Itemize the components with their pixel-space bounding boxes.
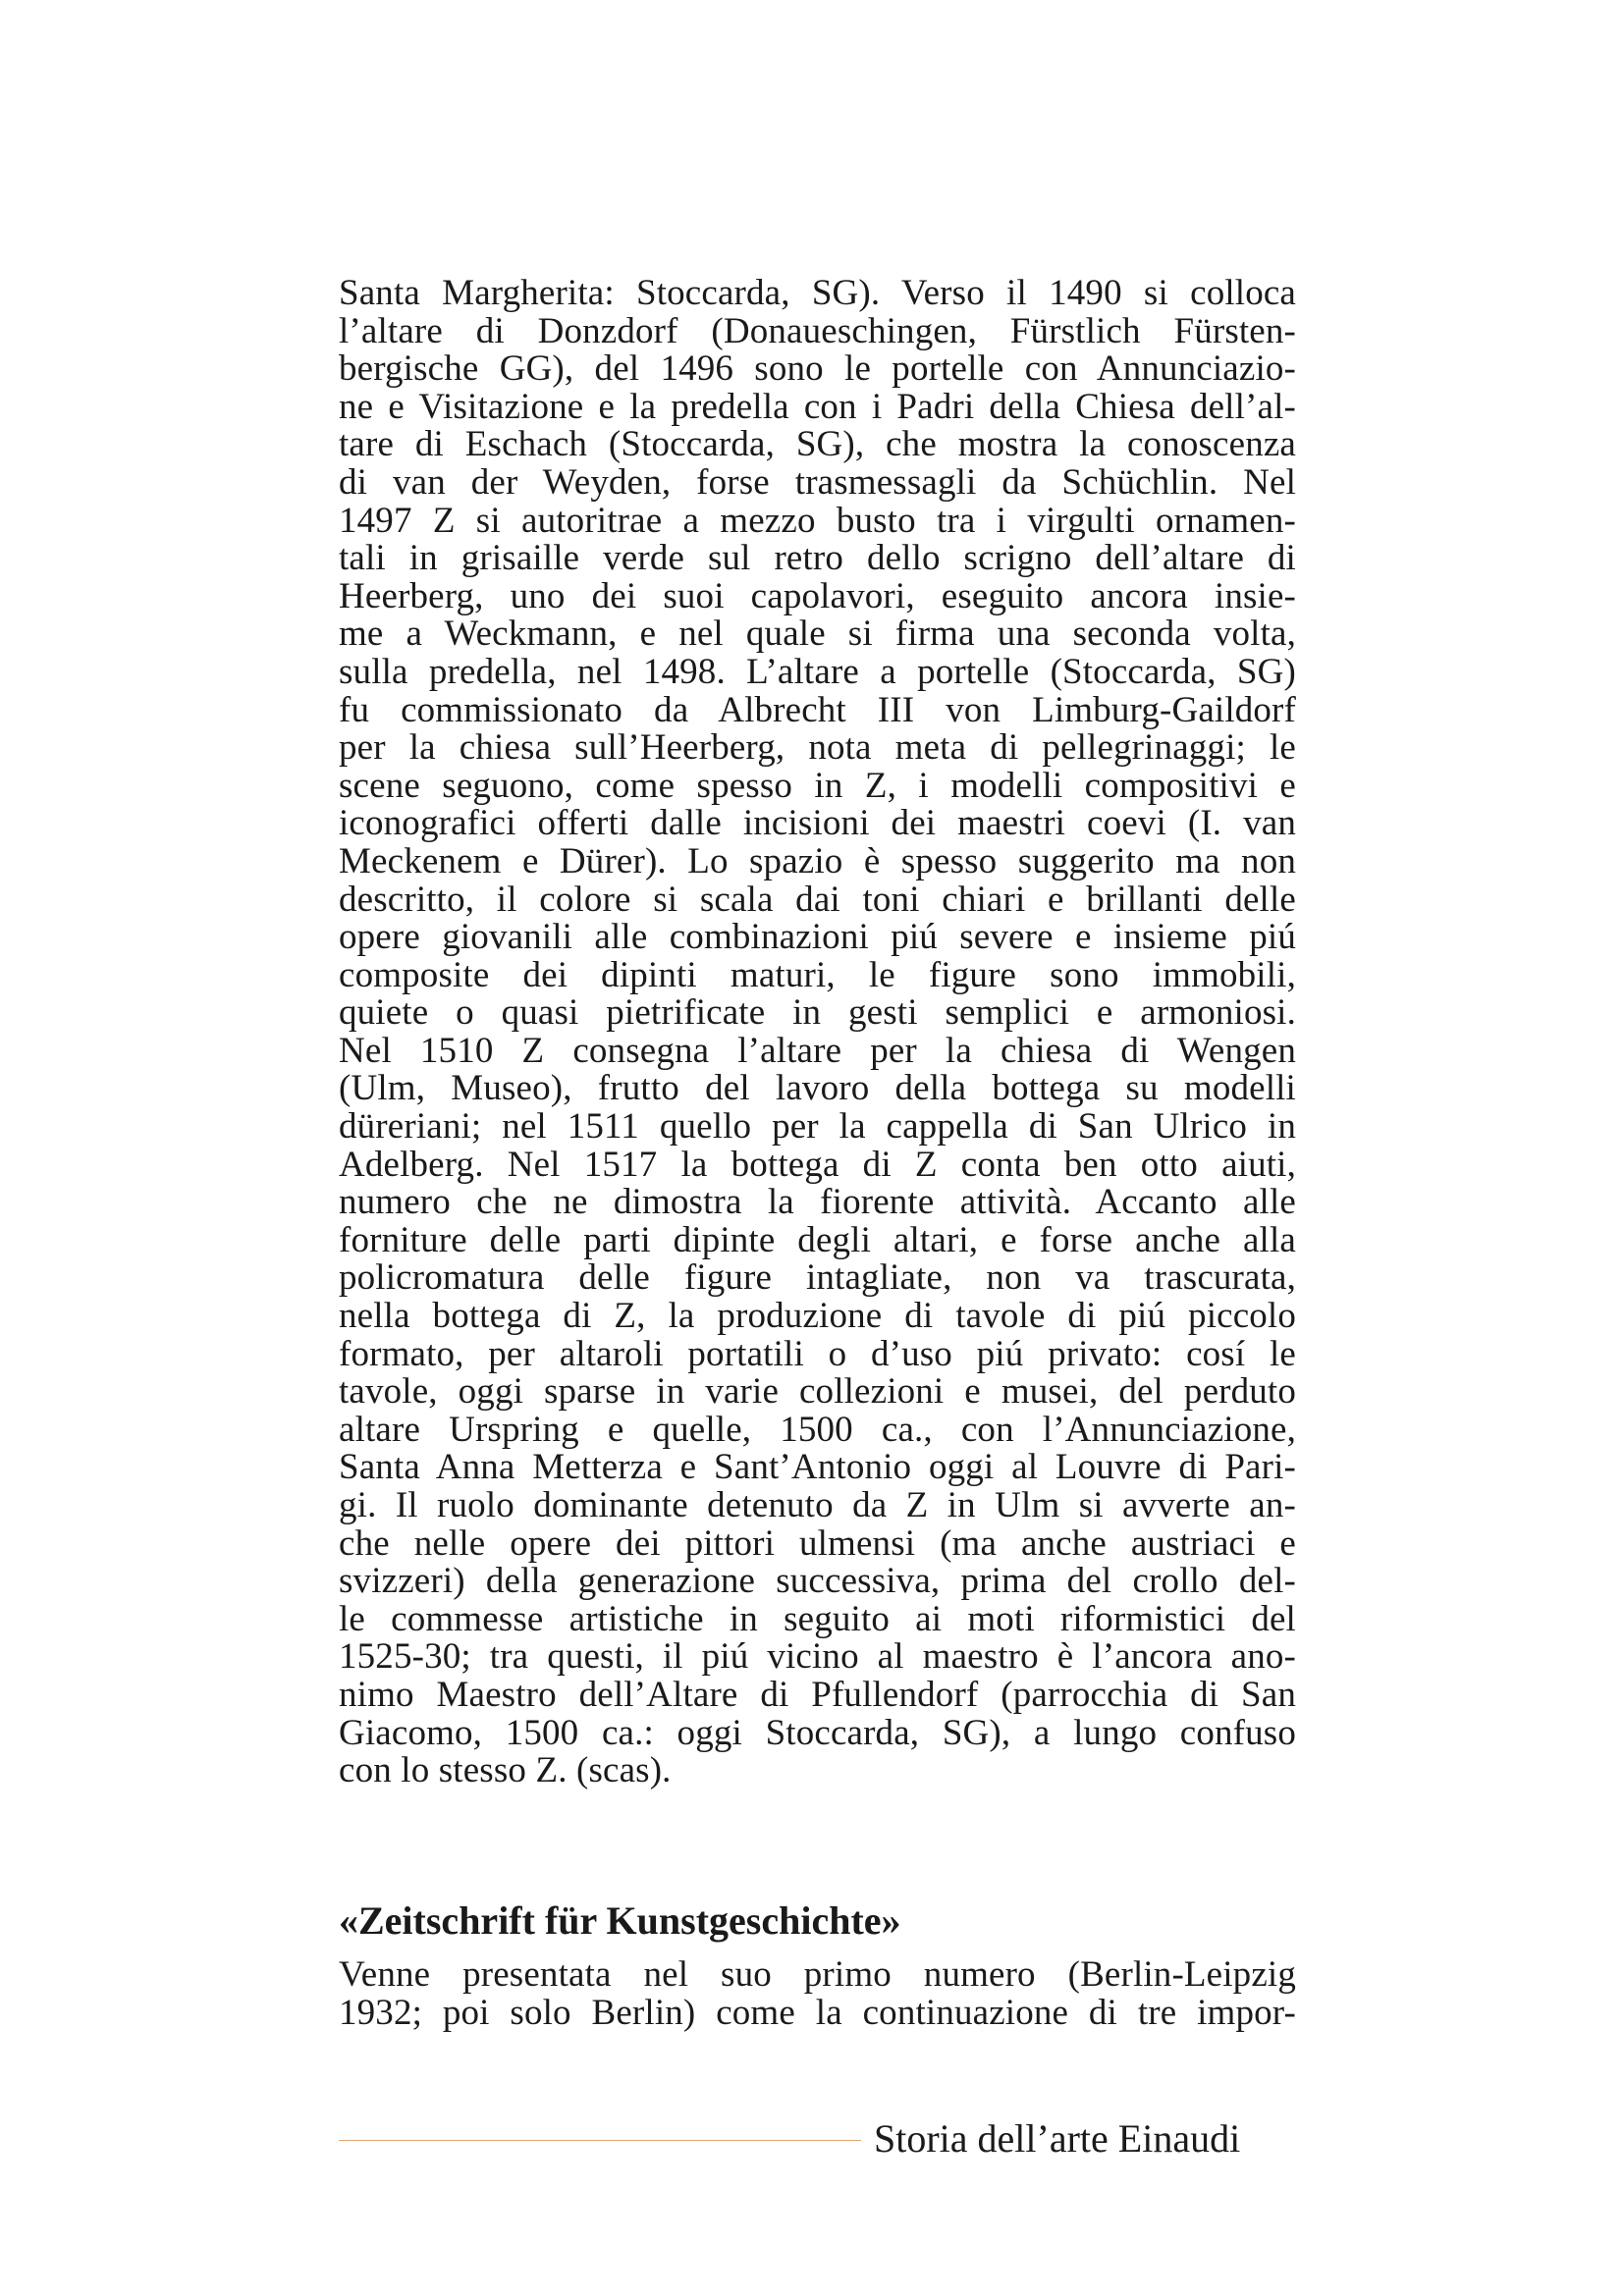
text-line: 1525-30; tra questi, il piú vicino al maestro è l’ancora ano- [339,1636,1296,1678]
text-line: che nelle opere dei pittori ulmensi (ma anche austriaci e [339,1522,1296,1564]
text-line: formato, per altaroli portatili o d’uso piú privato: cosí le [339,1333,1296,1374]
text-line: Santa Anna Metterza e Sant’Antonio oggi al Louvre di Pari- [339,1447,1296,1488]
text-line: composite dei dipinti maturi, le figure sono immobili, [339,954,1296,995]
text-line: düreriani; nel 1511 quello per la cappella di San Ulrico in [339,1106,1296,1148]
text-line: nimo Maestro dell’Altare di Pfullendorf (parrocchia di San [339,1674,1296,1715]
text-line: (Ulm, Museo), frutto del lavoro della bottega su modelli [339,1068,1296,1109]
text-line: Adelberg. Nel 1517 la bottega di Z conta ben otto aiuti, [339,1144,1296,1185]
text-line: quiete o quasi pietrificate in gesti semplici e armoniosi. [339,992,1296,1034]
text-line: iconografici offerti dalle incisioni dei maestri coevi (I. van [339,803,1296,844]
text-line: descritto, il colore si scala dai toni chiari e brillanti delle [339,879,1296,920]
text-line: sulla predella, nel 1498. L’altare a portelle (Stoccarda, SG) [339,651,1296,692]
text-line: tavole, oggi sparse in varie collezioni e musei, del perduto [339,1371,1296,1413]
text-line: policromatura delle figure intagliate, non va trascurata, [339,1257,1296,1299]
entry-heading: «Zeitschrift für Kunstgeschichte» [339,1898,901,1943]
text-line: nella bottega di Z, la produzione di tavole di piú piccolo [339,1296,1296,1337]
text-line: per la chiesa sull’Heerberg, nota meta di pellegrinaggi; le [339,727,1296,769]
text-line: con lo stesso Z. (scas). [339,1750,672,1791]
text-line: forniture delle parti dipinte degli altari, e forse anche alla [339,1219,1296,1260]
text-line: fu commissionato da Albrecht III von Limburg-Gaildorf [339,689,1296,730]
text-line: me a Weckmann, e nel quale si firma una seconda volta, [339,614,1296,655]
text-line: Nel 1510 Z consegna l’altare per la chiesa di Wengen [339,1030,1296,1071]
text-line: 1497 Z si autoritrae a mezzo busto tra i virgulti ornamen- [339,500,1296,541]
text-line: bergische GG), del 1496 sono le portelle con Annunciazio- [339,348,1296,390]
text-line: svizzeri) della generazione successiva, prima del crollo del- [339,1561,1296,1602]
text-line: di van der Weyden, forse trasmessagli da Schüchlin. Nel [339,461,1296,503]
text-line: opere giovanili alle combinazioni piú severe e insieme piú [339,917,1296,958]
text-line: numero che ne dimostra la fiorente attività. Accanto alle [339,1182,1296,1223]
text-line: Heerberg, uno dei suoi capolavori, eseguito ancora insie- [339,575,1296,616]
text-line: altare Urspring e quelle, 1500 ca., con l’Annunciazione, [339,1409,1296,1450]
entry-body [339,1956,1296,2032]
text-line: Santa Margherita: Stoccarda, SG). Verso il 1490 si colloca [339,273,1296,313]
text-line: gi. Il ruolo dominante detenuto da Z in Ulm si avverte an- [339,1485,1296,1525]
text-line: Venne presentata nel suo primo numero (Berlin-Leipzig [339,1954,1296,1995]
text-line: scene seguono, come spesso in Z, i modelli compositivi e [339,765,1296,806]
text-line: tali in grisaille verde sul retro dello scrigno dell’altare di [339,538,1296,579]
article-body [339,275,1296,1790]
text-line: ne e Visitazione e la predella con i Padri della Chiesa dell’al- [339,386,1296,427]
footer-title: Storia dell’arte Einaudi [874,2116,1241,2161]
text-line: Giacomo, 1500 ca.: oggi Stoccarda, SG), a lungo confuso [339,1712,1296,1753]
footer-rule [339,2140,861,2141]
text-line: l’altare di Donzdorf (Donaueschingen, Fürstlich Fürsten- [339,310,1296,351]
text-line: Meckenem e Dürer). Lo spazio è spesso suggerito ma non [339,840,1296,881]
text-line: tare di Eschach (Stoccarda, SG), che mostra la conoscenza [339,424,1296,465]
text-line: le commesse artistiche in seguito ai moti riformistici del [339,1598,1296,1639]
text-line: 1932; poi solo Berlin) come la continuazione di tre impor- [339,1992,1296,2033]
